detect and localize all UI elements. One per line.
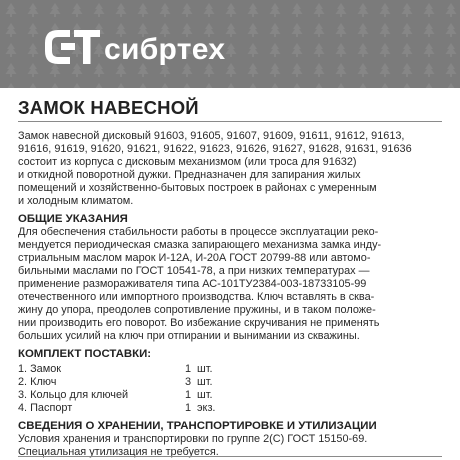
description-line: состоит из корпуса с дисковым механизмом (или троса для 91632) xyxy=(18,156,357,168)
kit-item-qty: 3 xyxy=(184,376,191,388)
description-line: помещений и хозяйственно-бытовых построек в районах с умеренным xyxy=(18,182,377,194)
storage-heading: СВЕДЕНИЯ О ХРАНЕНИИ, ТРАНСПОРТИРОВКЕ И УТИЛИЗАЦИИ xyxy=(18,420,377,432)
brand-header xyxy=(0,0,460,88)
kit-item-name: 1. Замок xyxy=(18,363,62,375)
general-line: Для обеспечения стабильности работы в процессе эксплуатации реко- xyxy=(18,226,379,238)
kit-item xyxy=(18,376,444,389)
storage-line: Специальная утилизация не требуется. xyxy=(18,446,219,458)
description-line: Замок навесной дисковый 91603, 91605, 91607, 91609, 91611, 91612, 91613, xyxy=(18,130,405,142)
kit-item-qty: 1 xyxy=(184,363,191,375)
kit-item-qty: 1 xyxy=(184,389,191,401)
description-line: и холодным климатом. xyxy=(18,195,134,207)
general-heading: ОБЩИЕ УКАЗАНИЯ xyxy=(18,213,128,225)
page-title: ЗАМОК НАВЕСНОЙ xyxy=(18,97,199,118)
description-line: и откидной поворотной дужки. Предназначен для запирания жилых xyxy=(18,169,361,181)
kit-item-qty: 1 xyxy=(184,402,191,414)
description-line: 91616, 91619, 91620, 91621, 91622, 91623, 91626, 91627, 91628, 91631, 91636 xyxy=(18,143,412,155)
brand-name: сибртех xyxy=(104,33,226,66)
description xyxy=(18,130,444,208)
general-text xyxy=(18,226,444,343)
general-line: мендуется периодическая смазка запирающего механизма замка инду- xyxy=(18,239,382,251)
kit-item-unit: шт. xyxy=(197,363,213,375)
kit-item xyxy=(18,402,444,415)
general-line: отечественного или импортного производства. Ключ вставлять в сква- xyxy=(18,291,375,303)
kit-item xyxy=(18,389,444,402)
sibrtech-logo-icon xyxy=(44,30,100,64)
title-divider xyxy=(18,121,442,122)
storage-line: Условия хранения и транспортировки по группе 2(С) ГОСТ 15150-69. xyxy=(18,433,368,445)
kit-item-name: 4. Паспорт xyxy=(18,402,73,414)
kit-list xyxy=(18,363,444,415)
kit-item-unit: шт. xyxy=(197,376,213,388)
kit-item-name: 3. Кольцо для ключей xyxy=(18,389,129,401)
manual-content xyxy=(18,130,444,459)
kit-item xyxy=(18,363,444,376)
general-line: больших усилий на ключ при отпирании и вынимании из скважины. xyxy=(18,330,360,342)
kit-item-unit: шт. xyxy=(197,389,213,401)
general-line: нии производить его поворот. Во избежание скручивания не применять xyxy=(18,317,380,329)
kit-item-unit: экз. xyxy=(197,402,216,414)
bottom-divider xyxy=(18,456,442,457)
general-line: бильными маслами по ГОСТ 10541-78, а при низких температурах — xyxy=(18,265,370,277)
general-line: стриальным маслом марок И-12А, И-20А ГОСТ 20799-88 или автомо- xyxy=(18,252,371,264)
kit-item-name: 2. Ключ xyxy=(18,376,57,388)
general-line: применение размораживателя типа АС-101ТУ2384-003-18733105-99 xyxy=(18,278,367,290)
general-line: жину до упора, преодолев сопротивление пружины, и в таком положе- xyxy=(18,304,376,316)
kit-heading: КОМПЛЕКТ ПОСТАВКИ: xyxy=(18,348,152,360)
